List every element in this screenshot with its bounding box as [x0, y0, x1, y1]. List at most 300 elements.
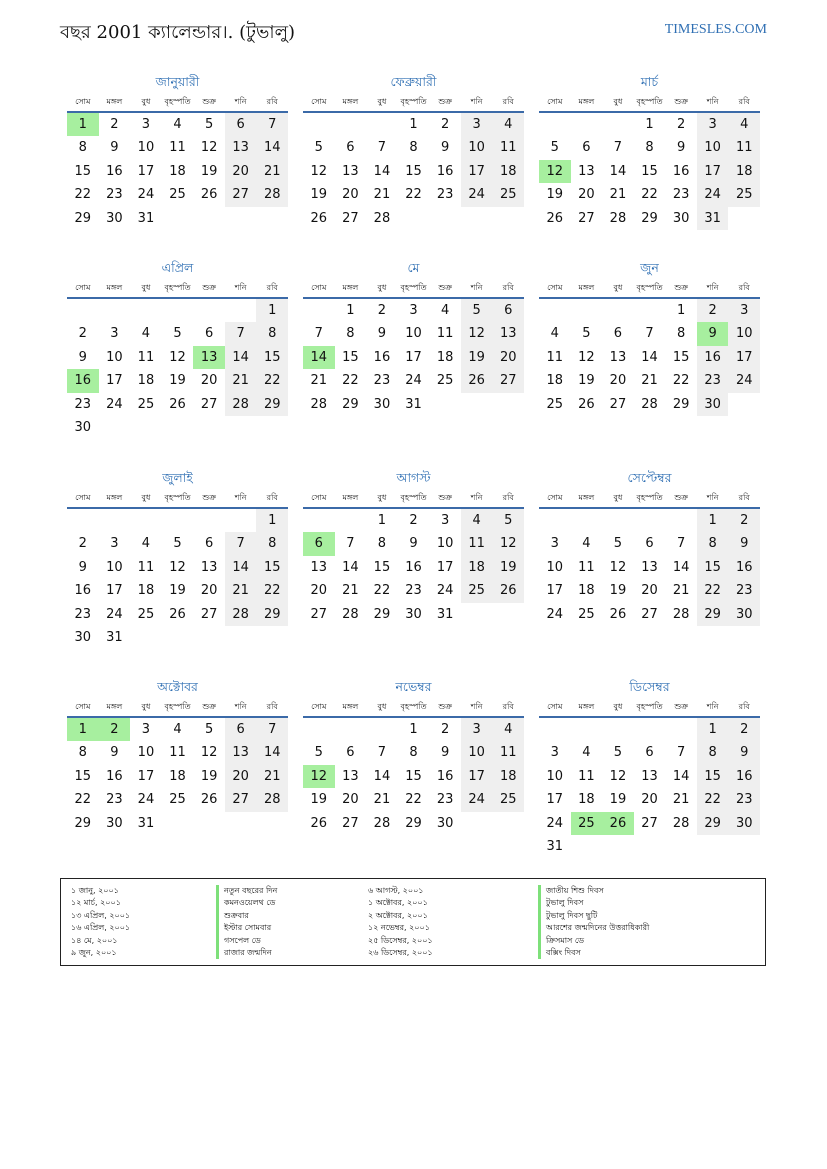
day-cell[interactable]: 14	[641, 349, 658, 365]
day-cell[interactable]: 8	[346, 326, 355, 342]
day-cell[interactable]: 10	[405, 326, 422, 342]
day-cell[interactable]: 2	[676, 117, 686, 132]
day-cell[interactable]: 2	[697, 299, 729, 322]
day-cell[interactable]: 24	[461, 183, 493, 206]
day-cell[interactable]: 29	[373, 606, 391, 622]
day-cell[interactable]: 23	[373, 373, 391, 389]
day-cell[interactable]: 16	[728, 556, 760, 579]
day-cell[interactable]: 24	[728, 369, 760, 392]
day-cell[interactable]: 6	[225, 113, 257, 136]
day-cell[interactable]: 18	[169, 768, 186, 784]
day-cell[interactable]: 8	[78, 745, 87, 761]
day-cell[interactable]: 1	[676, 303, 686, 318]
day-cell[interactable]: 12	[461, 322, 493, 345]
day-cell[interactable]: 3	[409, 303, 418, 318]
day-cell[interactable]: 31	[106, 629, 123, 645]
day-cell[interactable]: 23	[405, 583, 422, 599]
day-cell[interactable]: 17	[106, 583, 123, 599]
day-cell[interactable]: 30	[728, 812, 760, 835]
day-cell[interactable]: 27	[310, 606, 328, 622]
day-cell[interactable]: 12	[200, 745, 218, 761]
day-cell[interactable]: 2	[728, 718, 760, 741]
day-cell[interactable]: 18	[546, 373, 564, 389]
day-cell[interactable]: 4	[728, 113, 760, 136]
day-cell[interactable]: 16	[74, 583, 92, 599]
day-cell[interactable]: 19	[546, 187, 564, 203]
day-cell[interactable]: 11	[169, 745, 186, 761]
day-cell[interactable]: 25	[492, 788, 524, 811]
day-cell[interactable]: 30	[106, 815, 123, 831]
day-cell[interactable]: 2	[78, 326, 87, 342]
day-cell[interactable]: 20	[225, 160, 257, 183]
day-cell[interactable]: 20	[641, 583, 658, 599]
day-cell[interactable]: 9	[440, 140, 450, 156]
day-cell[interactable]: 14	[256, 741, 288, 764]
day-cell[interactable]: 5	[173, 536, 182, 552]
day-cell[interactable]: 8	[697, 741, 729, 764]
day-cell[interactable]: 10	[106, 349, 123, 365]
day-cell[interactable]: 4	[173, 722, 182, 737]
day-cell[interactable]: 23	[728, 579, 760, 602]
day-cell[interactable]: 9	[676, 140, 686, 156]
day-cell[interactable]: 15	[641, 163, 658, 179]
day-cell[interactable]: 10	[697, 136, 729, 159]
day-cell[interactable]: 27	[200, 606, 218, 622]
day-cell[interactable]: 17	[728, 346, 760, 369]
day-cell[interactable]: 17	[546, 792, 564, 808]
day-cell[interactable]: 8	[256, 532, 288, 555]
day-cell[interactable]: 20	[200, 373, 218, 389]
day-cell[interactable]: 19	[578, 373, 595, 389]
day-cell[interactable]: 24	[546, 815, 564, 831]
day-cell[interactable]: 28	[672, 815, 690, 831]
day-cell[interactable]: 21	[672, 583, 690, 599]
day-cell[interactable]: 10	[106, 559, 123, 575]
day-cell[interactable]: 24	[137, 792, 155, 808]
day-cell[interactable]: 19	[609, 792, 627, 808]
day-cell[interactable]: 2	[409, 513, 418, 528]
day-cell[interactable]: 11	[578, 559, 595, 575]
day-cell[interactable]: 6	[225, 718, 257, 741]
holiday-day-cell[interactable]: 12	[303, 765, 335, 788]
brand-link[interactable]: TIMESLES.COM	[664, 22, 767, 37]
day-cell[interactable]: 7	[256, 113, 288, 136]
day-cell[interactable]: 17	[461, 160, 493, 183]
day-cell[interactable]: 20	[342, 187, 359, 203]
day-cell[interactable]: 29	[256, 393, 288, 416]
day-cell[interactable]: 30	[373, 396, 391, 412]
holiday-day-cell[interactable]: 2	[99, 718, 131, 741]
day-cell[interactable]: 26	[169, 606, 186, 622]
day-cell[interactable]: 6	[346, 140, 355, 156]
day-cell[interactable]: 12	[310, 163, 328, 179]
day-cell[interactable]: 7	[645, 326, 654, 342]
day-cell[interactable]: 2	[377, 303, 387, 318]
day-cell[interactable]: 9	[78, 349, 87, 365]
day-cell[interactable]: 17	[436, 559, 454, 575]
day-cell[interactable]: 13	[310, 559, 328, 575]
day-cell[interactable]: 24	[106, 396, 123, 412]
day-cell[interactable]: 3	[141, 722, 151, 737]
day-cell[interactable]: 18	[169, 163, 186, 179]
day-cell[interactable]: 30	[672, 210, 690, 226]
day-cell[interactable]: 10	[137, 140, 155, 156]
day-cell[interactable]: 8	[697, 532, 729, 555]
day-cell[interactable]: 13	[225, 741, 257, 764]
day-cell[interactable]: 21	[672, 792, 690, 808]
day-cell[interactable]: 3	[110, 536, 119, 552]
day-cell[interactable]: 17	[546, 583, 564, 599]
day-cell[interactable]: 27	[492, 369, 524, 392]
day-cell[interactable]: 28	[225, 393, 257, 416]
day-cell[interactable]: 15	[74, 163, 92, 179]
day-cell[interactable]: 22	[256, 369, 288, 392]
day-cell[interactable]: 21	[225, 579, 257, 602]
day-cell[interactable]: 31	[546, 838, 564, 854]
day-cell[interactable]: 7	[314, 326, 323, 342]
day-cell[interactable]: 14	[342, 559, 359, 575]
day-cell[interactable]: 21	[373, 187, 391, 203]
day-cell[interactable]: 13	[641, 768, 658, 784]
day-cell[interactable]: 26	[200, 187, 218, 203]
day-cell[interactable]: 20	[310, 583, 328, 599]
day-cell[interactable]: 16	[697, 346, 729, 369]
day-cell[interactable]: 30	[74, 629, 92, 645]
day-cell[interactable]: 11	[137, 349, 155, 365]
day-cell[interactable]: 10	[546, 768, 564, 784]
day-cell[interactable]: 5	[204, 117, 214, 132]
day-cell[interactable]: 22	[256, 579, 288, 602]
day-cell[interactable]: 3	[141, 117, 151, 132]
day-cell[interactable]: 14	[373, 768, 391, 784]
day-cell[interactable]: 5	[173, 326, 182, 342]
day-cell[interactable]: 1	[697, 509, 729, 532]
day-cell[interactable]: 2	[110, 117, 119, 132]
day-cell[interactable]: 6	[204, 326, 214, 342]
day-cell[interactable]: 27	[641, 606, 658, 622]
day-cell[interactable]: 20	[578, 187, 595, 203]
day-cell[interactable]: 23	[74, 396, 92, 412]
day-cell[interactable]: 21	[342, 583, 359, 599]
day-cell[interactable]: 7	[676, 536, 686, 552]
day-cell[interactable]: 15	[697, 765, 729, 788]
day-cell[interactable]: 27	[200, 396, 218, 412]
day-cell[interactable]: 15	[405, 768, 422, 784]
day-cell[interactable]: 1	[256, 299, 288, 322]
holiday-day-cell[interactable]: 1	[67, 718, 99, 741]
day-cell[interactable]: 11	[461, 532, 493, 555]
day-cell[interactable]: 29	[256, 603, 288, 626]
day-cell[interactable]: 8	[256, 322, 288, 345]
day-cell[interactable]: 6	[204, 536, 214, 552]
holiday-day-cell[interactable]: 25	[571, 812, 603, 835]
day-cell[interactable]: 24	[697, 183, 729, 206]
holiday-day-cell[interactable]: 6	[303, 532, 335, 555]
day-cell[interactable]: 27	[578, 210, 595, 226]
day-cell[interactable]: 5	[582, 326, 591, 342]
day-cell[interactable]: 29	[342, 396, 359, 412]
day-cell[interactable]: 22	[697, 579, 729, 602]
day-cell[interactable]: 17	[697, 160, 729, 183]
day-cell[interactable]: 16	[405, 559, 422, 575]
day-cell[interactable]: 6	[645, 745, 654, 761]
day-cell[interactable]: 10	[461, 136, 493, 159]
day-cell[interactable]: 20	[609, 373, 627, 389]
day-cell[interactable]: 3	[110, 326, 119, 342]
day-cell[interactable]: 2	[78, 536, 87, 552]
day-cell[interactable]: 16	[106, 768, 123, 784]
day-cell[interactable]: 19	[492, 556, 524, 579]
day-cell[interactable]: 29	[697, 603, 729, 626]
day-cell[interactable]: 12	[609, 559, 627, 575]
day-cell[interactable]: 29	[697, 812, 729, 835]
day-cell[interactable]: 22	[74, 792, 92, 808]
day-cell[interactable]: 25	[461, 579, 493, 602]
day-cell[interactable]: 4	[492, 718, 524, 741]
day-cell[interactable]: 25	[436, 373, 454, 389]
day-cell[interactable]: 13	[609, 349, 627, 365]
day-cell[interactable]: 11	[546, 349, 564, 365]
day-cell[interactable]: 13	[492, 322, 524, 345]
day-cell[interactable]: 14	[225, 346, 257, 369]
day-cell[interactable]: 26	[310, 815, 328, 831]
day-cell[interactable]: 2	[728, 509, 760, 532]
day-cell[interactable]: 30	[436, 815, 454, 831]
day-cell[interactable]: 20	[641, 792, 658, 808]
day-cell[interactable]: 12	[200, 140, 218, 156]
day-cell[interactable]: 17	[137, 163, 155, 179]
day-cell[interactable]: 25	[169, 187, 186, 203]
day-cell[interactable]: 6	[645, 536, 654, 552]
day-cell[interactable]: 25	[492, 183, 524, 206]
day-cell[interactable]: 19	[310, 187, 328, 203]
day-cell[interactable]: 4	[582, 536, 591, 552]
day-cell[interactable]: 25	[137, 396, 155, 412]
day-cell[interactable]: 29	[74, 210, 92, 226]
day-cell[interactable]: 22	[641, 187, 658, 203]
day-cell[interactable]: 22	[405, 792, 422, 808]
day-cell[interactable]: 19	[200, 163, 218, 179]
day-cell[interactable]: 30	[106, 210, 123, 226]
day-cell[interactable]: 3	[697, 113, 729, 136]
day-cell[interactable]: 25	[546, 396, 564, 412]
day-cell[interactable]: 5	[550, 140, 559, 156]
holiday-day-cell[interactable]: 1	[67, 113, 99, 136]
day-cell[interactable]: 15	[697, 556, 729, 579]
day-cell[interactable]: 25	[169, 792, 186, 808]
day-cell[interactable]: 29	[74, 815, 92, 831]
day-cell[interactable]: 4	[550, 326, 559, 342]
day-cell[interactable]: 18	[137, 583, 155, 599]
day-cell[interactable]: 26	[200, 792, 218, 808]
day-cell[interactable]: 16	[728, 765, 760, 788]
day-cell[interactable]: 21	[310, 373, 328, 389]
day-cell[interactable]: 12	[578, 349, 595, 365]
day-cell[interactable]: 6	[346, 745, 355, 761]
day-cell[interactable]: 1	[346, 303, 355, 318]
day-cell[interactable]: 19	[461, 346, 493, 369]
day-cell[interactable]: 7	[225, 532, 257, 555]
day-cell[interactable]: 5	[314, 745, 323, 761]
day-cell[interactable]: 27	[225, 183, 257, 206]
day-cell[interactable]: 9	[110, 745, 119, 761]
day-cell[interactable]: 4	[461, 509, 493, 532]
day-cell[interactable]: 31	[137, 210, 155, 226]
day-cell[interactable]: 23	[106, 187, 123, 203]
day-cell[interactable]: 12	[492, 532, 524, 555]
day-cell[interactable]: 20	[492, 346, 524, 369]
day-cell[interactable]: 13	[342, 768, 359, 784]
day-cell[interactable]: 22	[697, 788, 729, 811]
day-cell[interactable]: 12	[169, 559, 186, 575]
day-cell[interactable]: 15	[672, 349, 690, 365]
day-cell[interactable]: 27	[641, 815, 658, 831]
day-cell[interactable]: 5	[314, 140, 323, 156]
day-cell[interactable]: 14	[672, 559, 690, 575]
day-cell[interactable]: 18	[728, 160, 760, 183]
day-cell[interactable]: 13	[641, 559, 658, 575]
day-cell[interactable]: 15	[373, 559, 391, 575]
day-cell[interactable]: 28	[256, 788, 288, 811]
day-cell[interactable]: 20	[225, 765, 257, 788]
day-cell[interactable]: 21	[641, 373, 658, 389]
day-cell[interactable]: 16	[436, 768, 454, 784]
day-cell[interactable]: 22	[672, 373, 690, 389]
day-cell[interactable]: 7	[676, 745, 686, 761]
day-cell[interactable]: 15	[342, 349, 359, 365]
day-cell[interactable]: 3	[461, 718, 493, 741]
day-cell[interactable]: 8	[409, 745, 418, 761]
day-cell[interactable]: 5	[461, 299, 493, 322]
day-cell[interactable]: 26	[169, 396, 186, 412]
day-cell[interactable]: 24	[106, 606, 123, 622]
day-cell[interactable]: 3	[440, 513, 450, 528]
day-cell[interactable]: 7	[377, 745, 387, 761]
day-cell[interactable]: 6	[492, 299, 524, 322]
day-cell[interactable]: 23	[436, 187, 454, 203]
day-cell[interactable]: 9	[78, 559, 87, 575]
day-cell[interactable]: 7	[256, 718, 288, 741]
day-cell[interactable]: 26	[492, 579, 524, 602]
day-cell[interactable]: 16	[672, 163, 690, 179]
day-cell[interactable]: 21	[256, 765, 288, 788]
day-cell[interactable]: 17	[106, 373, 123, 389]
day-cell[interactable]: 20	[200, 583, 218, 599]
day-cell[interactable]: 21	[373, 792, 391, 808]
day-cell[interactable]: 18	[461, 556, 493, 579]
day-cell[interactable]: 10	[436, 536, 454, 552]
day-cell[interactable]: 28	[641, 396, 658, 412]
day-cell[interactable]: 21	[225, 369, 257, 392]
day-cell[interactable]: 4	[582, 745, 591, 761]
day-cell[interactable]: 31	[697, 207, 729, 230]
day-cell[interactable]: 26	[578, 396, 595, 412]
day-cell[interactable]: 12	[169, 349, 186, 365]
day-cell[interactable]: 28	[310, 396, 328, 412]
day-cell[interactable]: 8	[409, 140, 418, 156]
day-cell[interactable]: 19	[310, 792, 328, 808]
day-cell[interactable]: 28	[342, 606, 359, 622]
day-cell[interactable]: 28	[672, 606, 690, 622]
day-cell[interactable]: 19	[609, 583, 627, 599]
day-cell[interactable]: 19	[169, 583, 186, 599]
day-cell[interactable]: 30	[728, 603, 760, 626]
day-cell[interactable]: 13	[578, 163, 595, 179]
day-cell[interactable]: 25	[137, 606, 155, 622]
day-cell[interactable]: 22	[342, 373, 359, 389]
day-cell[interactable]: 24	[436, 583, 454, 599]
day-cell[interactable]: 26	[546, 210, 564, 226]
day-cell[interactable]: 5	[492, 509, 524, 532]
day-cell[interactable]: 17	[405, 349, 422, 365]
day-cell[interactable]: 17	[461, 765, 493, 788]
day-cell[interactable]: 18	[137, 373, 155, 389]
day-cell[interactable]: 5	[613, 536, 623, 552]
holiday-day-cell[interactable]: 12	[539, 160, 571, 183]
day-cell[interactable]: 19	[200, 768, 218, 784]
holiday-day-cell[interactable]: 9	[697, 322, 729, 345]
day-cell[interactable]: 18	[578, 583, 595, 599]
day-cell[interactable]: 7	[346, 536, 355, 552]
day-cell[interactable]: 1	[409, 722, 418, 737]
day-cell[interactable]: 11	[728, 136, 760, 159]
day-cell[interactable]: 31	[436, 606, 454, 622]
day-cell[interactable]: 17	[137, 768, 155, 784]
day-cell[interactable]: 11	[578, 768, 595, 784]
day-cell[interactable]: 5	[204, 722, 214, 737]
day-cell[interactable]: 31	[137, 815, 155, 831]
day-cell[interactable]: 21	[256, 160, 288, 183]
day-cell[interactable]: 22	[373, 583, 391, 599]
day-cell[interactable]: 10	[546, 559, 564, 575]
day-cell[interactable]: 27	[342, 210, 359, 226]
day-cell[interactable]: 18	[578, 792, 595, 808]
day-cell[interactable]: 24	[405, 373, 422, 389]
day-cell[interactable]: 3	[550, 536, 559, 552]
day-cell[interactable]: 8	[676, 326, 686, 342]
day-cell[interactable]: 13	[225, 136, 257, 159]
day-cell[interactable]: 15	[405, 163, 422, 179]
day-cell[interactable]: 28	[225, 603, 257, 626]
day-cell[interactable]: 24	[461, 788, 493, 811]
day-cell[interactable]: 3	[461, 113, 493, 136]
day-cell[interactable]: 19	[169, 373, 186, 389]
day-cell[interactable]: 4	[141, 536, 151, 552]
day-cell[interactable]: 9	[377, 326, 387, 342]
day-cell[interactable]: 30	[405, 606, 422, 622]
day-cell[interactable]: 27	[225, 788, 257, 811]
day-cell[interactable]: 16	[373, 349, 391, 365]
day-cell[interactable]: 10	[728, 322, 760, 345]
day-cell[interactable]: 15	[256, 556, 288, 579]
day-cell[interactable]: 29	[641, 210, 658, 226]
day-cell[interactable]: 15	[256, 346, 288, 369]
day-cell[interactable]: 27	[609, 396, 627, 412]
day-cell[interactable]: 18	[492, 160, 524, 183]
day-cell[interactable]: 7	[225, 322, 257, 345]
day-cell[interactable]: 20	[342, 792, 359, 808]
day-cell[interactable]: 3	[550, 745, 559, 761]
day-cell[interactable]: 11	[169, 140, 186, 156]
day-cell[interactable]: 23	[728, 788, 760, 811]
day-cell[interactable]: 28	[609, 210, 627, 226]
day-cell[interactable]: 31	[405, 396, 422, 412]
day-cell[interactable]: 4	[141, 326, 151, 342]
day-cell[interactable]: 25	[578, 606, 595, 622]
day-cell[interactable]: 10	[137, 745, 155, 761]
day-cell[interactable]: 27	[342, 815, 359, 831]
day-cell[interactable]: 11	[492, 136, 524, 159]
